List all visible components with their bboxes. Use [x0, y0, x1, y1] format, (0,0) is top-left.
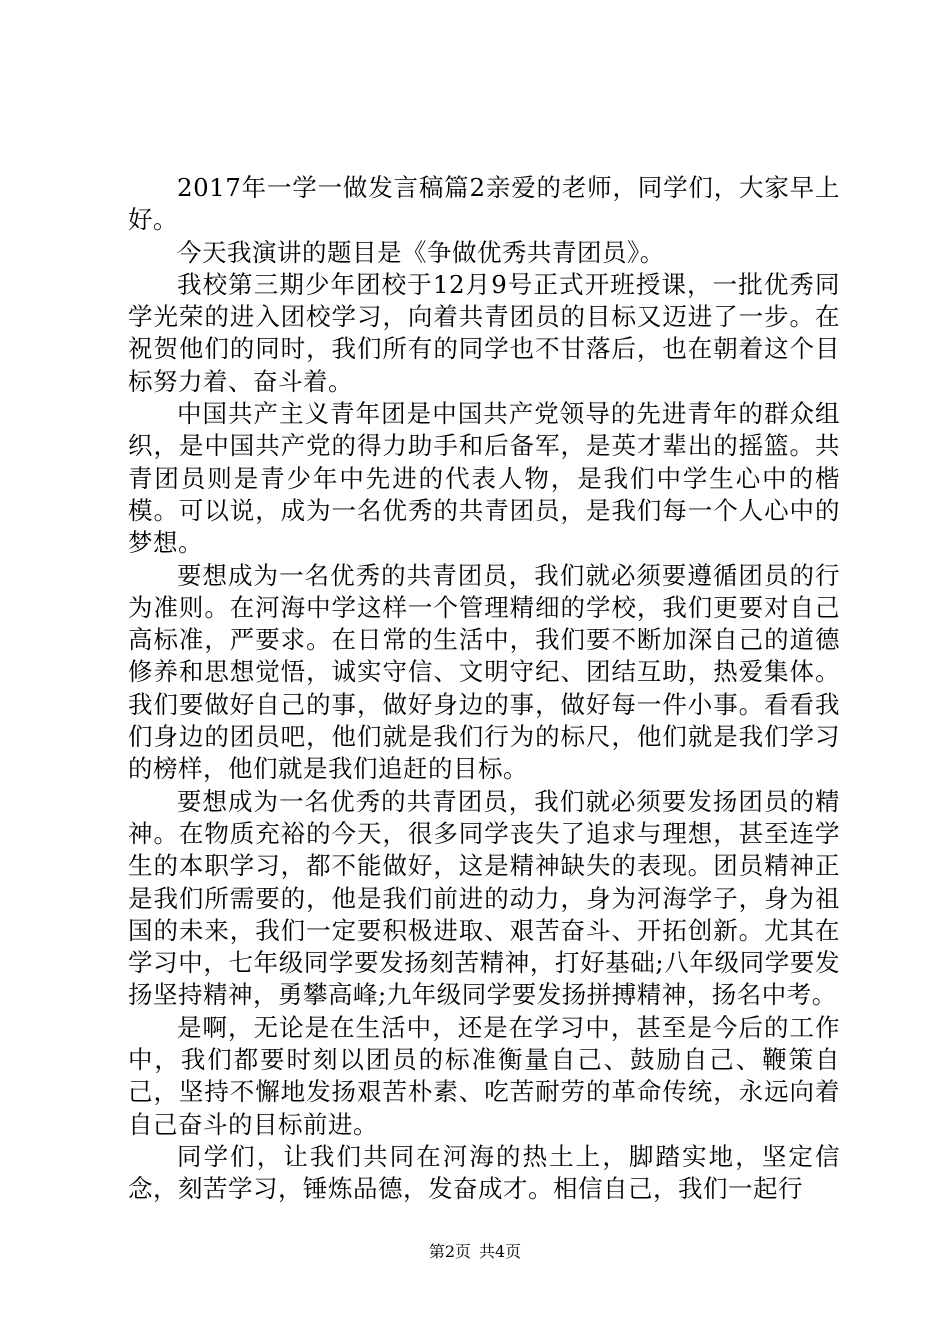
page-total: 共4页	[479, 1242, 522, 1261]
paragraph-4: 中国共产主义青年团是中国共产党领导的先进青年的群众组织，是中国共产党的得力助手和后备军，是英才辈出的摇篮。共青团员则是青少年中先进的代表人物，是我们中学生心中的楷模。可以说，成为一名优秀的共青团员，是我们每一个人心中的梦想。	[128, 399, 840, 558]
document-body	[128, 172, 840, 1206]
paragraph-6: 要想成为一名优秀的共青团员，我们就必须要发扬团员的精神。在物质充裕的今天，很多同学丧失了追求与理想，甚至连学生的本职学习，都不能做好，这是精神缺失的表现。团员精神正是我们所需要的，他是我们前进的动力，身为河海学子，身为祖国的未来，我们一定要积极进取、艰苦奋斗、开拓创新。尤其在学习中，七年级同学要发扬刻苦精神，打好基础;八年级同学要发扬坚持精神，勇攀高峰;九年级同学要发扬拼搏精神，扬名中考。	[128, 786, 840, 1010]
page-number: 第2页	[428, 1242, 471, 1261]
paragraph-5: 要想成为一名优秀的共青团员，我们就必须要遵循团员的行为准则。在河海中学这样一个管理精细的学校，我们更要对自己高标准，严要求。在日常的生活中，我们要不断加深自己的道德修养和思想觉悟，诚实守信、文明守纪、团结互助，热爱集体。我们要做好自己的事，做好身边的事，做好每一件小事。看看我们身边的团员吧，他们就是我们行为的标尺，他们就是我们学习的榜样，他们就是我们追赶的目标。	[128, 560, 840, 784]
paragraph-8: 同学们，让我们共同在河海的热土上，脚踏实地，坚定信念，刻苦学习，锤炼品德，发奋成才。相信自己，我们一起行	[128, 1141, 840, 1204]
page-footer	[0, 1242, 950, 1262]
paragraph-7: 是啊，无论是在生活中，还是在学习中，甚至是今后的工作中，我们都要时刻以团员的标准衡量自己、鼓励自己、鞭策自己，坚持不懈地发扬艰苦朴素、吃苦耐劳的革命传统，永远向着自己奋斗的目标前进。	[128, 1012, 840, 1139]
paragraph-1: 2017年一学一做发言稿篇2亲爱的老师，同学们，大家早上好。	[128, 173, 840, 235]
paragraph-3: 我校第三期少年团校于12月9号正式开班授课，一批优秀同学光荣的进入团校学习，向着共青团员的目标又迈进了一步。在祝贺他们的同时，我们所有的同学也不甘落后，也在朝着这个目标努力着、奋斗着。	[128, 269, 840, 396]
paragraph-2: 今天我演讲的题目是《争做优秀共青团员》。	[177, 237, 665, 267]
